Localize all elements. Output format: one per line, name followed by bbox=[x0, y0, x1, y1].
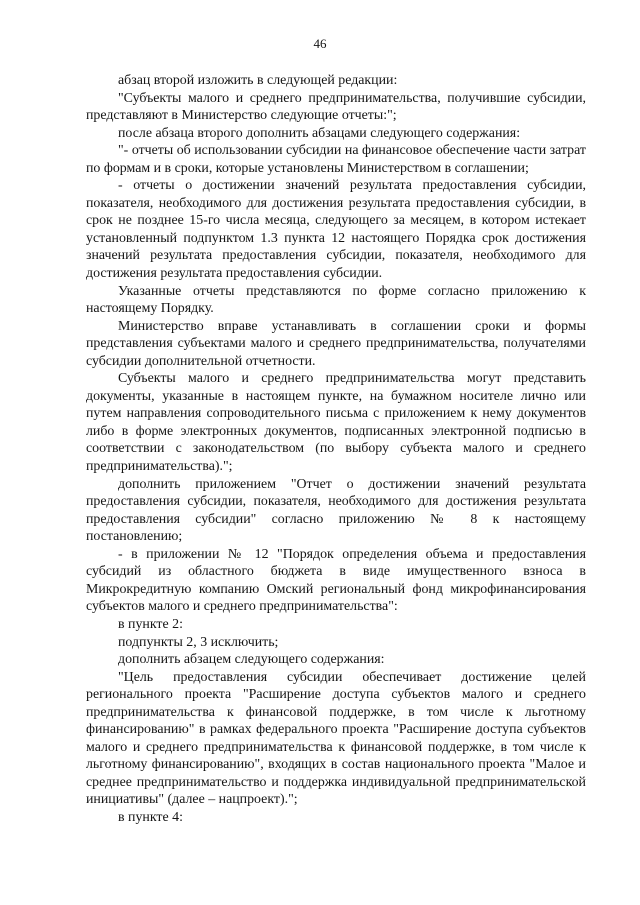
paragraph: Субъекты малого и среднего предпринимательства могут представить документы, указанные в настоящем пункте, на бумажном носителе лично или путем направления сопроводительного письма с приложением к нему документов либо в форме электронных документов, подписанных электронной подписью в соответствии с законодательством (по выбору субъекта малого и среднего предпринимательства)."; bbox=[86, 371, 586, 475]
paragraph: "Субъекты малого и среднего предпринимательства, получившие субсидии, представляют в Министерство следующие отчеты:"; bbox=[86, 90, 586, 124]
paragraph: абзац второй изложить в следующей редакции: bbox=[118, 73, 398, 88]
paragraph: - отчеты о достижении значений результата предоставления субсидии, показателя, необходимого для достижения результата предоставления субсидии, в срок не позднее 15-го числа месяца, следующего за месяцем, в котором истекает установленный подпунктом 1.3 пункта 12 настоящего Порядка срок достижения значений результата предоставления субсидии, показателя, необходимого для достижения результата предоставления субсидии. bbox=[86, 178, 586, 282]
paragraph: "Цель предоставления субсидии обеспечивает достижение целей регионального проекта "Расширение доступа субъектов малого и среднего предпринимательства к финансовой поддержке, в том числе к льготному финансированию" в рамках федерального проекта "Расширение доступа субъектов малого и среднего предпринимательства к финансовой поддержке, в том числе к льготному финансированию", входящих в состав национального проекта "Малое и среднее предпринимательство и поддержка индивидуальной предпринимательской инициативы" (далее – нацпроект)."; bbox=[86, 669, 586, 808]
paragraph: - в приложении № 12 "Порядок определения объема и предоставления субсидий из областного бюджета в виде имущественного взноса в Микрокредитную компанию Омский региональный фонд микрофинансирования субъектов малого и среднего предпринимательства": bbox=[86, 546, 586, 615]
paragraph: дополнить приложением "Отчет о достижении значений результата предоставления субсидии, показателя, необходимого для достижения результата предоставления субсидии" согласно приложению № 8 к настоящему постановлению; bbox=[86, 476, 586, 545]
document-body bbox=[86, 72, 586, 827]
paragraph: в пункте 2: bbox=[118, 616, 183, 632]
paragraph: после абзаца второго дополнить абзацами следующего содержания: bbox=[118, 125, 521, 141]
paragraph: дополнить абзацем следующего содержания: bbox=[118, 652, 385, 668]
paragraph: подпункты 2, 3 исключить; bbox=[118, 634, 279, 650]
page-number: 46 bbox=[313, 36, 327, 51]
paragraph: в пункте 4: bbox=[118, 809, 183, 825]
paragraph: "- отчеты об использовании субсидии на финансовое обеспечение части затрат по формам и в сроки, которые установлены Министерством в соглашении; bbox=[86, 143, 586, 176]
paragraph: Министерство вправе устанавливать в соглашении сроки и формы представления субъектами малого и среднего предпринимательства, получателями субсидии дополнительной отчетности. bbox=[86, 318, 586, 369]
paragraph: Указанные отчеты представляются по форме согласно приложению к настоящему Порядку. bbox=[86, 283, 586, 317]
